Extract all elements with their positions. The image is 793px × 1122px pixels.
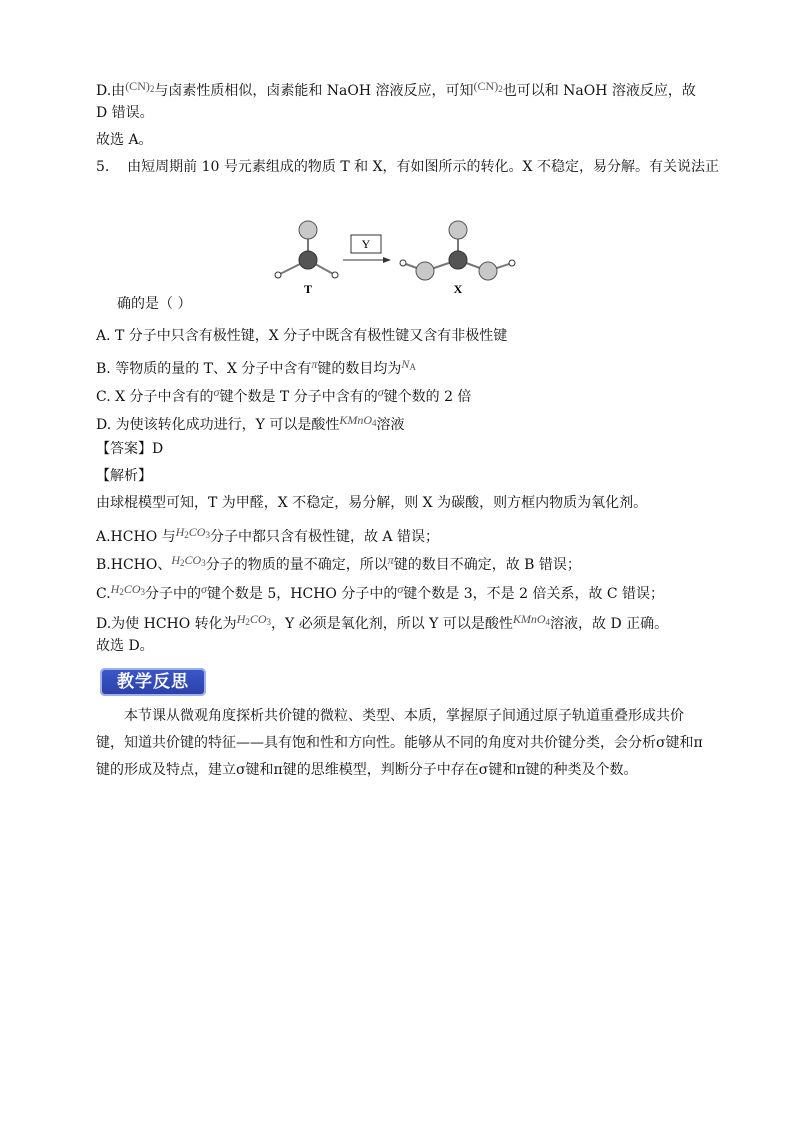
prev-option-d: D.由$(CN)_2$与卤素性质相似，卤素能和 NaOH 溶液反应，可知$(CN)_2$也可以和 NaOH 溶液反应，故: [96, 79, 696, 99]
analysis-c: $C.H_2CO_3$分子中的σ键个数是 5，HCHO 分子中的σ键个数是 3，不是 2 倍关系，故 C 错误；: [96, 582, 665, 602]
hydrogen-atom: [275, 272, 281, 278]
hydrogen-atom: [400, 260, 406, 266]
answer: 【答案】D: [96, 441, 164, 457]
analysis-b: B.HCHO、$H_2CO_3$分子的物质的量不确定，所以π键的数目不确定，故 B 错误；: [96, 553, 581, 573]
question-5-stem: 5. 由短周期前 10 号元素组成的物质 T 和 X，有如图所示的转化。X 不稳定，易分解。有关说法正: [96, 159, 719, 175]
label-y: Y: [361, 237, 371, 251]
arrow-icon: [383, 257, 391, 263]
question-5-stem-end: 确的是（ ）: [117, 296, 192, 312]
carbon-atom: [449, 251, 467, 269]
label-t: T: [303, 282, 313, 296]
hydrogen-atom: [509, 260, 515, 266]
oxygen-atom: [479, 262, 497, 280]
option-b: B. 等物质的量的 T、X 分子中含有π键的数目均为$N_A$: [96, 357, 416, 377]
prev-option-d-end: D 错误。: [96, 105, 154, 121]
prev-choose: 故选 A。: [96, 132, 153, 148]
analysis-title: 【解析】: [96, 468, 152, 484]
analysis-d: D.为使 HCHO 转化为$H_2CO_3$，Y 必须是氧化剂，所以 Y 可以是酸性KMnO$_4$溶液，故 D 正确。: [96, 612, 669, 632]
analysis-intro: 由球棍模型可知，T 为甲醛，X 不稳定，易分解，则 X 为碳酸，则方框内物质为氧化剂。: [96, 495, 648, 511]
option-c: C. X 分子中含有的σ键个数是 T 分子中含有的σ键个数的 2 倍: [96, 385, 472, 405]
option-d: D. 为使该转化成功进行，Y 可以是酸性KMnO$_4$溶液: [96, 413, 405, 433]
label-x: X: [453, 282, 463, 296]
carbon-atom: [299, 251, 317, 269]
option-a: A. T 分子中只含有极性键，X 分子中既含有极性键又含有非极性键: [96, 328, 508, 344]
analysis-choose: 故选 D。: [96, 638, 154, 654]
analysis-a: A.HCHO 与$H_2CO_3$分子中都只含有极性键，故 A 错误；: [96, 525, 439, 545]
hydrogen-atom: [332, 272, 338, 278]
question-number: 5.: [96, 159, 110, 175]
ball-and-stick-diagram: [265, 210, 535, 300]
teaching-reflection-badge: 教学反思: [100, 668, 206, 696]
oxygen-atom: [416, 262, 434, 280]
reflection-paragraph: 本节课从微观角度探析共价键的微粒、类型、本质，掌握原子间通过原子轨道重叠形成共价键，知道共价键的特征——具有饱和性和方向性。能够从不同的角度对共价键分类，会分析σ键和π键的形成及特点，建立σ键和π键的思维模型，判断分子中存在σ键和π键的种类及个数。: [96, 708, 703, 778]
oxygen-atom: [449, 221, 467, 239]
oxygen-atom: [299, 221, 317, 239]
